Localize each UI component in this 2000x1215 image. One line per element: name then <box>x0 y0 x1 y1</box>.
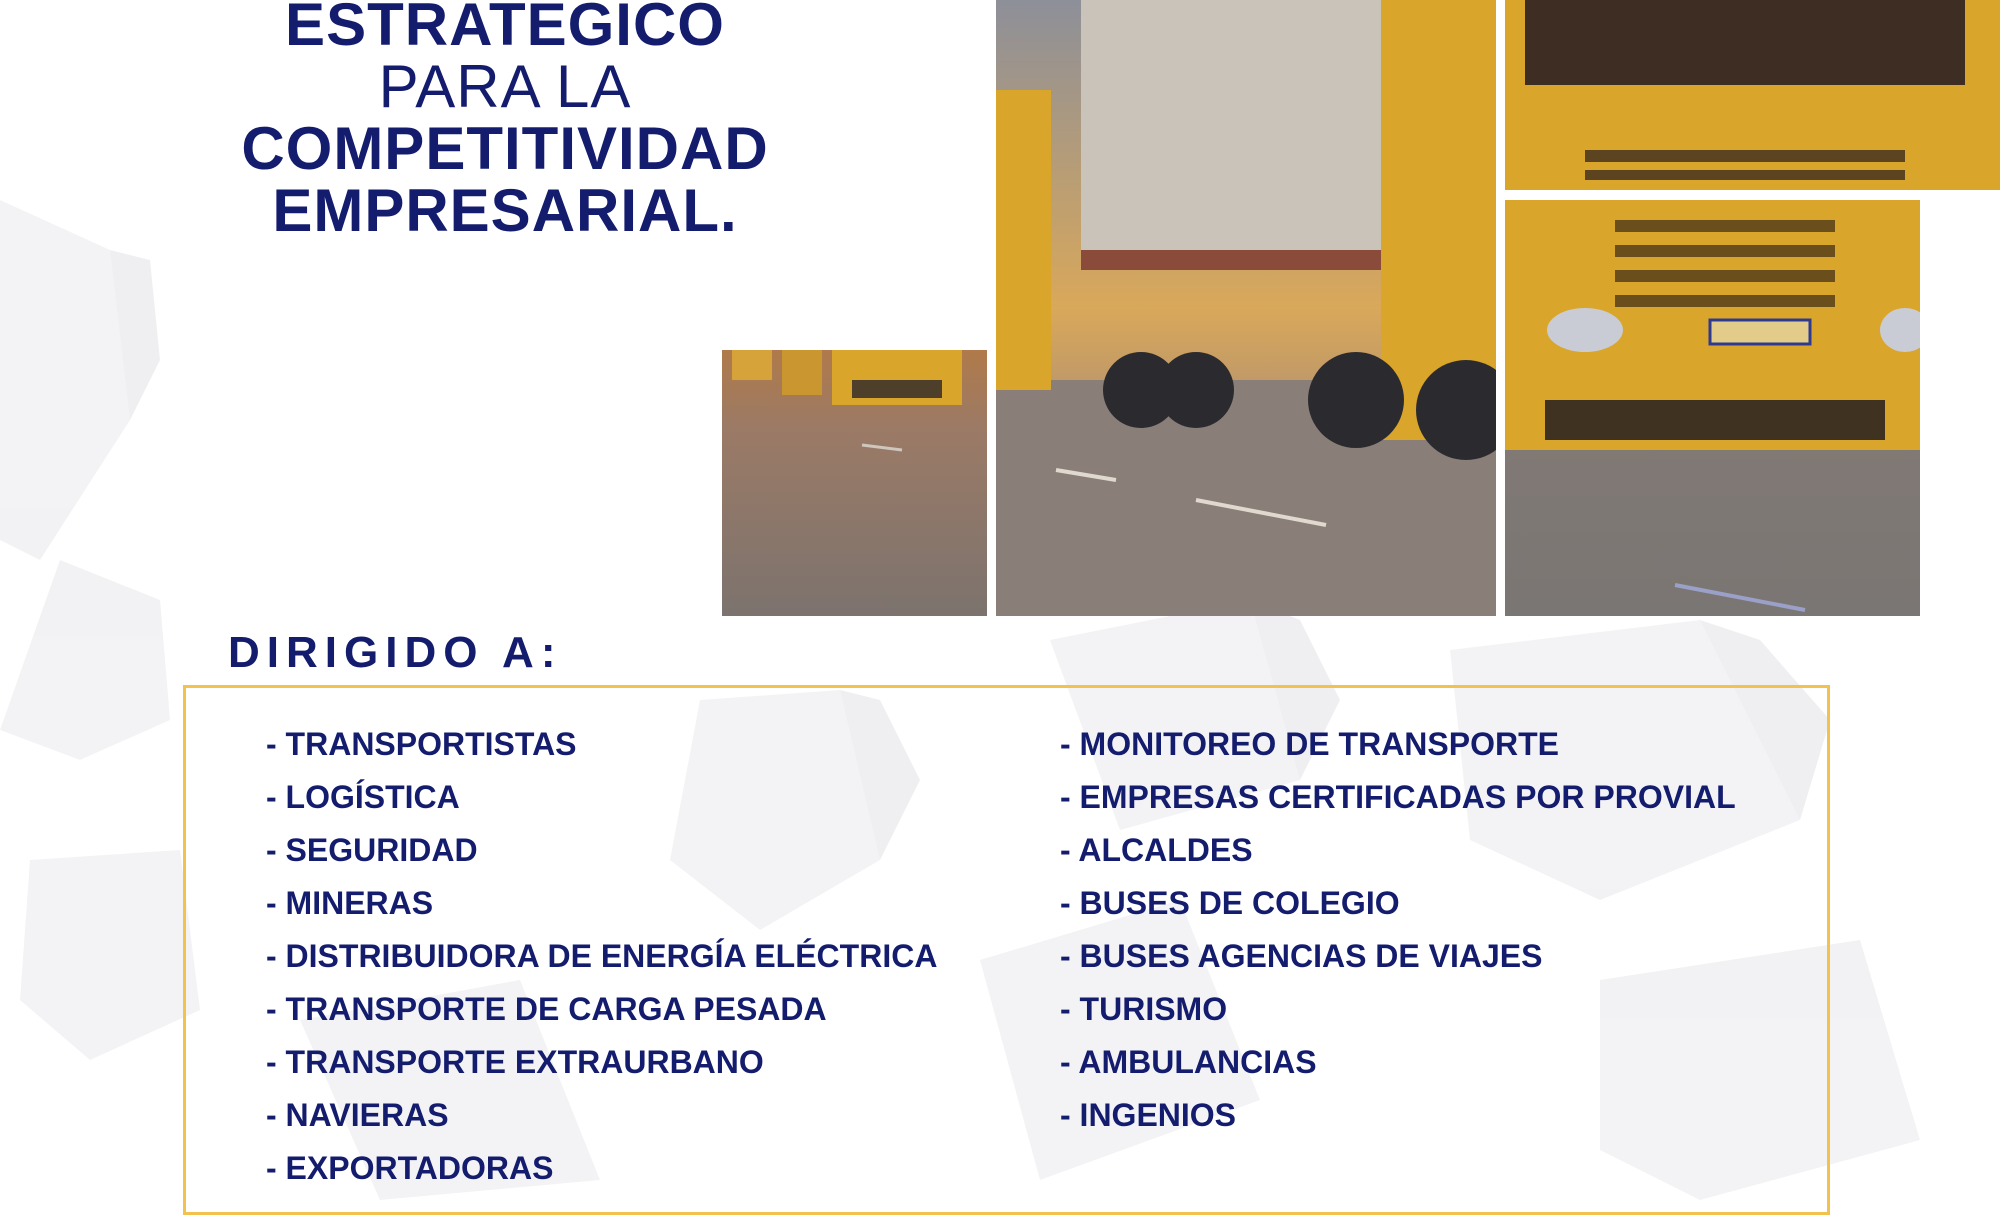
list-item: - INGENIOS <box>1060 1097 1237 1133</box>
audience-box <box>183 685 1830 1215</box>
list-item: - DISTRIBUIDORA DE ENERGÍA ELÉCTRICA <box>266 938 938 974</box>
list-item: - AMBULANCIAS <box>1060 1044 1317 1080</box>
headline-line-1: ESTRATEGICO <box>285 0 725 58</box>
photo-tile-truck-grille <box>1505 200 1920 616</box>
list-item: - EMPRESAS CERTIFICADAS POR PROVIAL <box>1060 779 1736 815</box>
list-item: - NAVIERAS <box>266 1097 449 1133</box>
headline-line-4: EMPRESARIAL. <box>272 177 738 244</box>
list-item: - SEGURIDAD <box>266 832 478 868</box>
list-item: - MONITOREO DE TRANSPORTE <box>1060 726 1559 762</box>
list-item: - TRANSPORTE DE CARGA PESADA <box>266 991 827 1027</box>
audience-list-right <box>1060 718 1736 1142</box>
list-item: - ALCALDES <box>1060 832 1253 868</box>
list-item: - TURISMO <box>1060 991 1228 1027</box>
section-title-dirigido: DIRIGIDO A: <box>228 628 563 677</box>
list-item: - MINERAS <box>266 885 434 921</box>
photo-tile-truck-side <box>996 0 1496 616</box>
headline-line-3: COMPETITIVIDAD <box>241 115 769 182</box>
audience-list-left <box>266 718 937 1195</box>
list-item: - TRANSPORTE EXTRAURBANO <box>266 1044 764 1080</box>
headline-line-2: PARA LA <box>378 53 632 120</box>
photo-tile-truck-windshield <box>1505 0 2000 190</box>
list-item: - BUSES DE COLEGIO <box>1060 885 1400 921</box>
list-item: - EXPORTADORAS <box>266 1150 554 1186</box>
photo-tile-road-distance <box>722 350 987 616</box>
list-item: - LOGÍSTICA <box>266 779 460 815</box>
list-item: - TRANSPORTISTAS <box>266 726 577 762</box>
list-item: - BUSES AGENCIAS DE VIAJES <box>1060 938 1543 974</box>
